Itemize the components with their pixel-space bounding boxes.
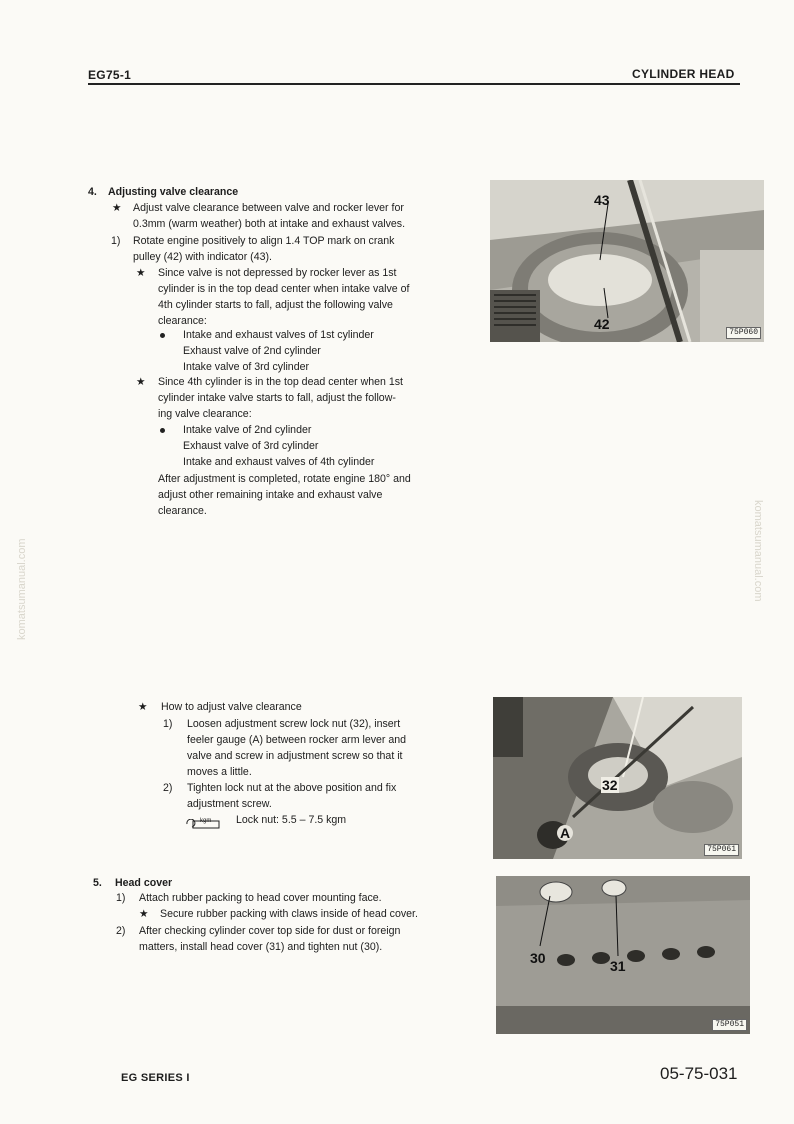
section4-after-line: After adjustment is completed, rotate engine 180° and bbox=[158, 473, 411, 485]
section5-step2-number: 2) bbox=[116, 925, 126, 937]
section4-after-line: clearance. bbox=[158, 505, 207, 517]
section4-title: Adjusting valve clearance bbox=[108, 186, 239, 198]
section5-step1-text: Attach rubber packing to head cover mounting face. bbox=[139, 892, 382, 904]
section4-star1-line: 0.3mm (warm weather) both at intake and exhaust valves. bbox=[133, 218, 406, 230]
crank-pulley-photo bbox=[490, 180, 764, 342]
section4-number: 4. bbox=[88, 186, 97, 198]
callout-a: A bbox=[557, 825, 573, 841]
howto-step1-line: Loosen adjustment screw lock nut (32), insert bbox=[187, 718, 401, 730]
section4-star1: ★ bbox=[112, 202, 122, 214]
callout-43: 43 bbox=[594, 192, 610, 208]
section4-sub2-line: cylinder intake valve starts to fall, adjust the follow- bbox=[158, 392, 396, 404]
section4-step1-line: Rotate engine positively to align 1.4 TOP mark on crank bbox=[133, 235, 395, 247]
section4-star1-line: Adjust valve clearance between valve and rocker lever for bbox=[133, 202, 404, 214]
header-rule bbox=[88, 83, 740, 85]
section4-sub1-line: Since valve is not depressed by rocker lever as 1st bbox=[158, 267, 397, 279]
callout-30: 30 bbox=[530, 950, 546, 966]
torque-icon-label: kgm bbox=[200, 818, 212, 824]
bullet-icon bbox=[160, 333, 165, 338]
howto-step1-number: 1) bbox=[163, 718, 173, 730]
page-number: 05-75-031 bbox=[660, 1064, 738, 1083]
howto-torque: Lock nut: 5.5 – 7.5 kgm bbox=[236, 814, 347, 826]
section5-number: 5. bbox=[93, 877, 102, 889]
section4-sub2-line: ing valve clearance: bbox=[158, 408, 252, 420]
callout-42: 42 bbox=[594, 316, 610, 332]
section5-title: Head cover bbox=[115, 877, 173, 889]
howto-step2-number: 2) bbox=[163, 782, 173, 794]
section4-step1-number: 1) bbox=[111, 235, 121, 247]
howto-step2-line: adjustment screw. bbox=[187, 798, 272, 810]
section5-step1-number: 1) bbox=[116, 892, 126, 904]
section4-sub1-item: Intake and exhaust valves of 1st cylinder bbox=[183, 329, 374, 341]
valve-adjust-photo bbox=[493, 697, 742, 859]
section4-sub2-item: Exhaust valve of 3rd cylinder bbox=[183, 440, 319, 452]
section4-sub1-star: ★ bbox=[136, 267, 146, 279]
section4-sub1-item: Exhaust valve of 2nd cylinder bbox=[183, 345, 321, 357]
howto-step1-line: moves a little. bbox=[187, 766, 252, 778]
header-model: EG75-1 bbox=[88, 68, 132, 82]
watermark-right: komatsumanual.com bbox=[752, 500, 764, 602]
photo-code: 75P061 bbox=[704, 844, 739, 856]
section4-sub1-line: cylinder is in the top dead center when intake valve of bbox=[158, 283, 410, 295]
footer-series: EG SERIES I bbox=[121, 1072, 190, 1084]
section4-sub2-item: Intake valve of 2nd cylinder bbox=[183, 424, 312, 436]
section4-step1-line: pulley (42) with indicator (43). bbox=[133, 251, 272, 263]
section4-sub1-line: 4th cylinder starts to fall, adjust the following valve bbox=[158, 299, 393, 311]
section5-step2-line: After checking cylinder cover top side for dust or foreign bbox=[139, 925, 401, 937]
callout-31: 31 bbox=[610, 958, 626, 974]
section4-sub2-line: Since 4th cylinder is in the top dead center when 1st bbox=[158, 376, 403, 388]
section5-step2-line: matters, install head cover (31) and tighten nut (30). bbox=[139, 941, 383, 953]
section5-step1-star: ★ bbox=[139, 908, 149, 920]
callout-32: 32 bbox=[602, 777, 618, 793]
howto-step1-line: feeler gauge (A) between rocker arm lever and bbox=[187, 734, 407, 746]
howto-title: How to adjust valve clearance bbox=[161, 701, 302, 713]
section4-sub1-line: clearance: bbox=[158, 315, 207, 327]
head-cover-photo bbox=[496, 876, 750, 1034]
section5-step1-note: Secure rubber packing with claws inside of head cover. bbox=[160, 908, 418, 920]
torque-wrench-icon bbox=[186, 816, 220, 826]
section4-sub2-item: Intake and exhaust valves of 4th cylinder bbox=[183, 456, 375, 468]
header-section-title: CYLINDER HEAD bbox=[632, 67, 735, 81]
howto-star: ★ bbox=[138, 701, 148, 713]
section4-sub1-item: Intake valve of 3rd cylinder bbox=[183, 361, 310, 373]
howto-step1-line: valve and screw in adjustment screw so that it bbox=[187, 750, 403, 762]
bullet-icon bbox=[160, 428, 165, 433]
section4-after-line: adjust other remaining intake and exhaust valve bbox=[158, 489, 383, 501]
photo-code: 75P060 bbox=[726, 327, 761, 339]
section4-sub2-star: ★ bbox=[136, 376, 146, 388]
photo-code: 75P051 bbox=[712, 1019, 747, 1031]
howto-step2-line: Tighten lock nut at the above position and fix bbox=[187, 782, 397, 794]
watermark-left: komatsumanual.com bbox=[16, 538, 28, 640]
